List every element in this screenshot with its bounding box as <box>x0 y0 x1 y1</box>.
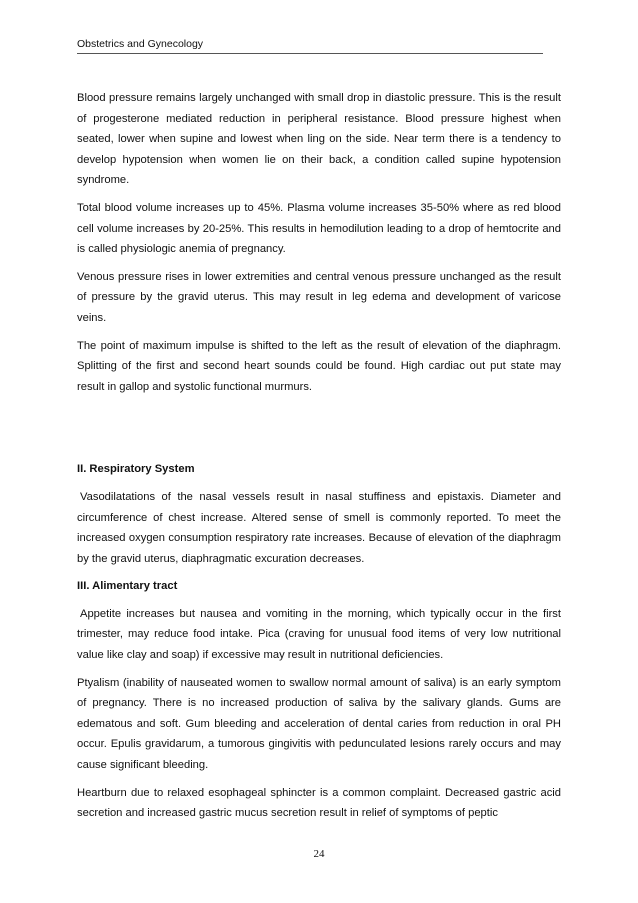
header-title: Obstetrics and Gynecology <box>77 38 204 50</box>
paragraph-blood-pressure: Blood pressure remains largely unchanged with small drop in diastolic pressure. This is the result of progesterone mediated reduction in peripheral resistance. Blood pressure highest when seated, lower when supine and lowest when ling on the side. Near term there is a tendency to develop hypotension when women lie on their back, a condition called supine hypotension syndrome. <box>77 92 561 187</box>
paragraph-appetite: Appetite increases but nausea and vomiting in the morning, which typically occur in the first trimester, may reduce food intake. Pica (craving for unusual food items of very low nutritional value like clay and soap) if excessive may result in nutritional deficiencies. <box>77 607 561 662</box>
page-number: 24 <box>313 848 325 860</box>
paragraph-respiratory: Vasodilatations of the nasal vessels result in nasal stuffiness and epistaxis. Diameter and circumference of chest increase. Altered sense of smell is commonly reported. To meet the increased oxygen consumption respiratory rate increases. Because of elevation of the diaphragm by the gravid uterus, diaphragmatic excuration decreases. <box>77 490 561 565</box>
paragraph-venous-pressure: Venous pressure rises in lower extremities and central venous pressure unchanged as the result of pressure by the gravid uterus. This may result in leg edema and development of varicose veins. <box>77 270 561 324</box>
paragraph-heart-impulse: The point of maximum impulse is shifted to the left as the result of elevation of the diaphragm. Splitting of the first and second heart sounds could be found. High cardiac out put state may result in gallop and systolic functional murmurs. <box>77 339 561 393</box>
paragraph-blood-volume: Total blood volume increases up to 45%. Plasma volume increases 35-50% where as red blood cell volume increases by 20-25%. This results in hemodilution leading to a drop of hemtocrite and is called physiologic anemia of pregnancy. <box>77 201 561 256</box>
section-spacer <box>77 404 561 459</box>
heading-respiratory-system: II. Respiratory System <box>77 463 195 476</box>
paragraph-heartburn: Heartburn due to relaxed esophageal sphincter is a common complaint. Decreased gastric acid secretion and increased gastric mucus secretion result in relief of symptoms of peptic <box>77 786 561 820</box>
running-header <box>77 38 543 54</box>
heading-alimentary-tract: III. Alimentary tract <box>77 580 178 593</box>
paragraph-ptyalism: Ptyalism (inability of nauseated women to swallow normal amount of saliva) is an early symptom of pregnancy. There is no increased production of saliva by the salivary glands. Gums are edematous and soft. Gum bleeding and acceleration of dental caries from reduction in oral PH occur. Epulis gravidarum, a tumorous gingivitis with pedunculated lesions rarely occurs and may cause significant bleeding. <box>77 676 561 772</box>
page-body <box>77 88 561 831</box>
